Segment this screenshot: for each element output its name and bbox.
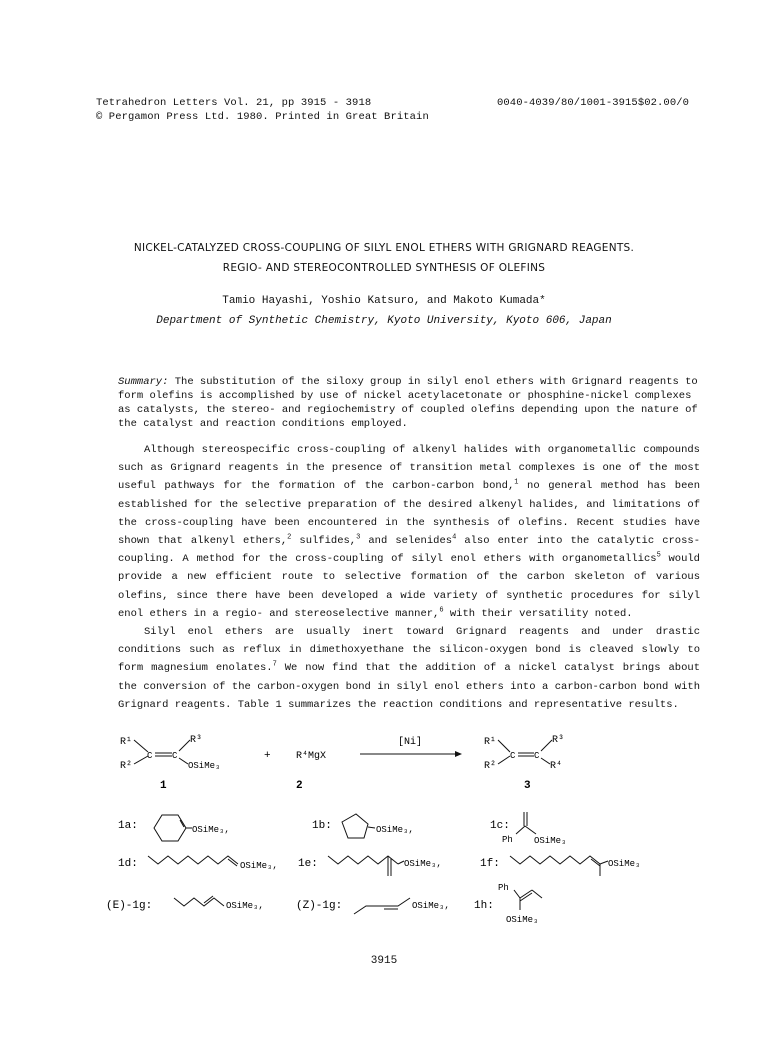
label-1f: 1f:: [480, 858, 500, 870]
text: We now find that the addition of a nickel catalyst brings about the conversion of the carbon-oxygen bond in silyl enol ethers into a carbon-carbon bond with Grignard reagents. Table 1 summarizes the reaction conditions and representative results.: [118, 662, 700, 711]
osime3-1b: OSiMe₃,: [376, 825, 414, 835]
label-1a: 1a:: [118, 820, 138, 832]
journal-line: Tetrahedron Letters Vol. 21, pp 3915 - 3918: [96, 97, 372, 109]
r1-label: R¹: [120, 737, 133, 748]
ph-1h: Ph: [498, 883, 509, 893]
publisher-line: © Pergamon Press Ltd. 1980. Printed in Great Britain: [96, 111, 429, 123]
text: Silyl enol ethers are usually inert toward Grignard reagents and under drastic conditions such as reflux in dimethoxyethane the silicon-oxygen bond is cleaved slowly to form magnesium enolates.: [118, 626, 700, 675]
osime3-1h: OSiMe₃: [506, 915, 539, 925]
r2-label: R²: [120, 761, 133, 772]
summary-text: The substitution of the siloxy group in silyl enol ethers with Grignard reagents to form olefins is accomplished by use of nickel acetylacetonate or phosphine-nickel complexes as catalysts, the stereo- and regiochemistry of coupled olefins depending upon the nature of the catalyst and reaction conditions employed.: [118, 376, 698, 430]
ref: 5: [656, 551, 661, 560]
paragraph-1: [118, 441, 700, 623]
osime3-label: OSiMe₃: [188, 761, 221, 771]
osime3-1c: OSiMe₃: [534, 836, 567, 846]
text: Although stereospecific cross-coupling of alkenyl halides with organometallic compounds such as Grignard reagents in the presence of transition metal complexes is one of the most useful pathways for the formation of the carbon-carbon bond,: [118, 444, 700, 493]
text: and selenides: [360, 535, 453, 548]
text: no general method has been established for the selective preparation of the desired alkenyl halides, and limitations of the cross-coupling have been encountered in the synthesis of olefins. Recent studies have shown that alkenyl ethers,: [118, 480, 700, 548]
ref: 3: [356, 533, 361, 542]
article-code: 0040-4039/80/1001-3915$02.00/0: [497, 97, 690, 109]
r3-label: R³: [190, 735, 203, 746]
authors: Tamio Hayashi, Yoshio Katsuro, and Makoto Kumada*: [222, 295, 546, 307]
osime3-1d: OSiMe₃,: [240, 861, 278, 871]
text: also enter into the catalytic cross-coupling. A method for the cross-coupling of silyl enol ethers with organometallics: [118, 535, 700, 566]
label-1c: 1c:: [490, 820, 510, 832]
label-1b: 1b:: [312, 820, 332, 832]
catalyst-label: [Ni]: [398, 737, 423, 748]
page-number: 3915: [370, 955, 398, 967]
svg-text:C: C: [534, 751, 540, 761]
label-1e: 1e:: [298, 858, 318, 870]
reaction-scheme: [100, 728, 660, 928]
osime3-z-1g: OSiMe₃,: [412, 901, 450, 911]
osime3-e-1g: OSiMe₃,: [226, 901, 264, 911]
plus-sign: +: [264, 750, 271, 762]
ref: 7: [272, 660, 277, 669]
body-text: [118, 441, 700, 714]
svg-text:C: C: [147, 751, 153, 761]
product-r1: R¹: [484, 737, 497, 748]
compound-2-number: 2: [296, 780, 303, 792]
summary-label: Summary:: [118, 376, 169, 388]
osime3-1a: OSiMe₃,: [192, 825, 230, 835]
text: sulfides,: [291, 535, 357, 548]
label-1d: 1d:: [118, 858, 138, 870]
paper-title-line1: NICKEL-CATALYZED CROSS-COUPLING OF SILYL ENOL ETHERS WITH GRIGNARD REAGENTS.: [133, 242, 635, 254]
paper-title-line2: REGIO- AND STEREOCONTROLLED SYNTHESIS OF OLEFINS: [222, 262, 546, 274]
product-r4: R⁴: [550, 761, 563, 772]
label-z-1g: (Z)-1g:: [296, 900, 343, 912]
paragraph-2: [118, 623, 700, 714]
svg-text:C: C: [510, 751, 516, 761]
summary: [118, 375, 698, 431]
ref: 1: [514, 478, 519, 487]
label-1h: 1h:: [474, 900, 494, 912]
compound-1-number: 1: [160, 780, 167, 792]
ref: 4: [452, 533, 457, 542]
text: would provide a new efficient route to selective formation of the carbon skeleton of various olefins, since there have been developed a wide variety of synthetic procedures for silyl enol ethers in a regio- and stereoselective manner,: [118, 553, 700, 620]
product-r3: R³: [552, 735, 565, 746]
osime3-1e: OSiMe₃,: [404, 859, 442, 869]
affiliation: Department of Synthetic Chemistry, Kyoto University, Kyoto 606, Japan: [156, 315, 612, 327]
ph-1c: Ph: [502, 835, 513, 845]
ref: 6: [439, 606, 444, 615]
grignard-reagent: R⁴MgX: [296, 751, 327, 762]
product-r2: R²: [484, 761, 497, 772]
text: with their versatility noted.: [443, 607, 633, 620]
svg-text:C: C: [172, 751, 178, 761]
compound-3-number: 3: [524, 780, 531, 792]
ref: 2: [287, 533, 292, 542]
label-e-1g: (E)-1g:: [106, 900, 153, 912]
osime3-1f: OSiMe₃: [608, 859, 641, 869]
